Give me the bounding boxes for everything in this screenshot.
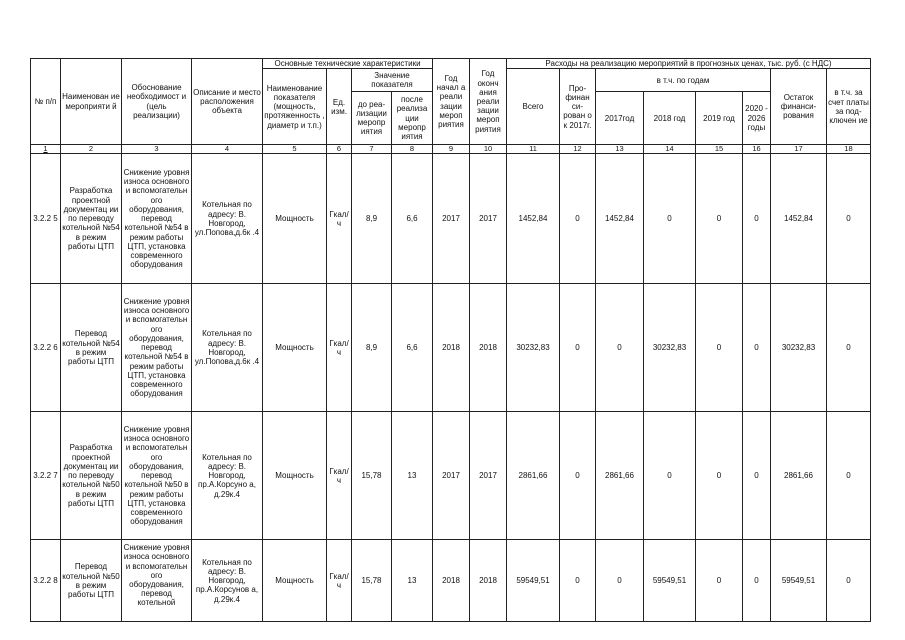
row-y2018: 59549,51 xyxy=(644,540,696,622)
col-number: 12 xyxy=(560,145,596,154)
row-indicator: Мощность xyxy=(263,540,327,622)
row-unit: Гкал/ ч xyxy=(327,412,352,540)
row-remainder: 30232,83 xyxy=(771,284,827,412)
row-justification: Снижение уровня износа основного и вспомогательн ого оборудования, перевод котельной №50 в режим работы ЦТП, установка современного оборудования xyxy=(122,412,192,540)
row-total: 2861,66 xyxy=(507,412,560,540)
row-y2020: 0 xyxy=(743,154,771,284)
col-number: 17 xyxy=(771,145,827,154)
row-num: 3.2.2 7 xyxy=(31,412,61,540)
row-after: 6,6 xyxy=(392,284,433,412)
row-before: 15,78 xyxy=(352,540,392,622)
row-remainder: 59549,51 xyxy=(771,540,827,622)
table-row xyxy=(31,540,871,622)
row-name: Перевод котельной №54 в режим работы ЦТП xyxy=(61,284,122,412)
header-tech-group: Основные технические характеристики xyxy=(263,59,433,69)
col-number: 16 xyxy=(743,145,771,154)
row-y2020: 0 xyxy=(743,540,771,622)
header-indicator-name: Наименование показателя (мощность, протяженность , диаметр и т.п.) xyxy=(263,69,327,145)
row-after: 13 xyxy=(392,412,433,540)
row-y2017: 0 xyxy=(596,284,644,412)
row-name: Перевод котельной №50 в режим работы ЦТП xyxy=(61,540,122,622)
header-indicator-value: Значение показателя xyxy=(352,69,433,92)
col-number: 15 xyxy=(696,145,743,154)
row-total: 30232,83 xyxy=(507,284,560,412)
header-justification: Обоснование необходимост и (цель реализации) xyxy=(122,59,192,145)
header-after: после реализа ции меропр иятия xyxy=(392,92,433,145)
row-name: Разработка проектной документац ии по переводу котельной №50 в режим работы ЦТП xyxy=(61,412,122,540)
row-fee: 0 xyxy=(827,154,871,284)
row-profinanced: 0 xyxy=(560,154,596,284)
row-indicator: Мощность xyxy=(263,154,327,284)
row-year-start: 2018 xyxy=(433,540,470,622)
header-y2018: 2018 год xyxy=(644,92,696,145)
row-fee: 0 xyxy=(827,540,871,622)
row-year-start: 2017 xyxy=(433,412,470,540)
table-row xyxy=(31,412,871,540)
row-y2017: 1452,84 xyxy=(596,154,644,284)
col-number: 14 xyxy=(644,145,696,154)
row-total: 59549,51 xyxy=(507,540,560,622)
col-number: 9 xyxy=(433,145,470,154)
row-unit: Гкал/ ч xyxy=(327,284,352,412)
row-y2017: 0 xyxy=(596,540,644,622)
row-y2019: 0 xyxy=(696,540,743,622)
row-y2020: 0 xyxy=(743,412,771,540)
col-number: 2 xyxy=(61,145,122,154)
table-row xyxy=(31,284,871,412)
row-y2018: 30232,83 xyxy=(644,284,696,412)
row-before: 8,9 xyxy=(352,154,392,284)
header-location: Описание и место расположения объекта xyxy=(192,59,263,145)
row-profinanced: 0 xyxy=(560,540,596,622)
row-year-end: 2017 xyxy=(470,154,507,284)
header-by-years: в т.ч. по годам xyxy=(596,69,771,92)
header-total: Всего xyxy=(507,69,560,145)
col-number: 18 xyxy=(827,145,871,154)
col-number: 7 xyxy=(352,145,392,154)
row-remainder: 1452,84 xyxy=(771,154,827,284)
investment-program-table xyxy=(30,58,871,622)
col-number: 10 xyxy=(470,145,507,154)
row-justification-cell xyxy=(122,540,192,622)
header-before: до реа- лизации меропр иятия xyxy=(352,92,392,145)
row-profinanced: 0 xyxy=(560,412,596,540)
header-year-end: Год оконч ания реали зации мероп риятия xyxy=(470,59,507,145)
col-number: 8 xyxy=(392,145,433,154)
col-number: 4 xyxy=(192,145,263,154)
col-number: 5 xyxy=(263,145,327,154)
row-justification: Снижение уровня износа основного и вспомогательн ого оборудования, перевод котельной №54 в режим работы ЦТП, установка современного оборудования xyxy=(122,284,192,412)
row-num: 3.2.2 6 xyxy=(31,284,61,412)
row-before: 8,9 xyxy=(352,284,392,412)
header-expenses-group: Расходы на реализацию мероприятий в прогнозных ценах, тыс. руб. (с НДС) xyxy=(507,59,871,69)
row-profinanced: 0 xyxy=(560,284,596,412)
table-row xyxy=(31,154,871,284)
row-fee: 0 xyxy=(827,284,871,412)
row-y2020: 0 xyxy=(743,284,771,412)
row-justification: Снижение уровня износа основного и вспомогательн ого оборудования, перевод котельной №54 в режим работы ЦТП, установка современного оборудования xyxy=(122,154,192,284)
row-year-start: 2018 xyxy=(433,284,470,412)
row-indicator: Мощность xyxy=(263,284,327,412)
row-location: Котельная по адресу: В. Новгород, ул.Попова,д.6к .4 xyxy=(192,284,263,412)
row-unit: Гкал/ ч xyxy=(327,154,352,284)
col-number: 13 xyxy=(596,145,644,154)
row-after: 13 xyxy=(392,540,433,622)
header-row-1 xyxy=(31,59,871,69)
row-num: 3.2.2 8 xyxy=(31,540,61,622)
row-total: 1452,84 xyxy=(507,154,560,284)
header-y2019: 2019 год xyxy=(696,92,743,145)
header-y2020: 2020 - 2026 годы xyxy=(743,92,771,145)
row-year-start: 2017 xyxy=(433,154,470,284)
row-indicator: Мощность xyxy=(263,412,327,540)
row-year-end: 2018 xyxy=(470,540,507,622)
row-y2018: 0 xyxy=(644,412,696,540)
row-name: Разработка проектной документац ии по переводу котельной №54 в режим работы ЦТП xyxy=(61,154,122,284)
row-num: 3.2.2 5 xyxy=(31,154,61,284)
row-remainder: 2861,66 xyxy=(771,412,827,540)
row-location: Котельная по адресу: В. Новгород, пр.А.Корсунов а, д.29к.4 xyxy=(192,540,263,622)
row-y2017: 2861,66 xyxy=(596,412,644,540)
row-year-end: 2018 xyxy=(470,284,507,412)
header-y2017: 2017год xyxy=(596,92,644,145)
row-y2018: 0 xyxy=(644,154,696,284)
row-fee: 0 xyxy=(827,412,871,540)
row-justification: Снижение уровня износа основного и вспомогательн ого оборудования, перевод котельной xyxy=(123,543,190,608)
header-name: Наименован ие мероприяти й xyxy=(61,59,122,145)
col-number: 11 xyxy=(507,145,560,154)
row-location: Котельная по адресу: В. Новгород, ул.Попова,д.6к .4 xyxy=(192,154,263,284)
col-number: 6 xyxy=(327,145,352,154)
header-incl-fee: в т.ч. за счет платы за под- ключен ие xyxy=(827,69,871,145)
header-year-start: Год начал а реали зации мероп риятия xyxy=(433,59,470,145)
row-y2019: 0 xyxy=(696,412,743,540)
row-unit: Гкал/ ч xyxy=(327,540,352,622)
col-number: 3 xyxy=(122,145,192,154)
row-y2019: 0 xyxy=(696,154,743,284)
row-before: 15,78 xyxy=(352,412,392,540)
row-after: 6,6 xyxy=(392,154,433,284)
col-number: 1 xyxy=(31,145,61,154)
row-year-end: 2017 xyxy=(470,412,507,540)
header-num: № п/п xyxy=(31,59,61,145)
column-number-row xyxy=(31,145,871,154)
header-profinanced: Про- финан си- рован о к 2017г. xyxy=(560,69,596,145)
header-remainder: Остаток финанси- рования xyxy=(771,69,827,145)
row-location: Котельная по адресу: В. Новгород, пр.А.Корсуно а, д.29к.4 xyxy=(192,412,263,540)
row-y2019: 0 xyxy=(696,284,743,412)
header-unit: Ед. изм. xyxy=(327,69,352,145)
